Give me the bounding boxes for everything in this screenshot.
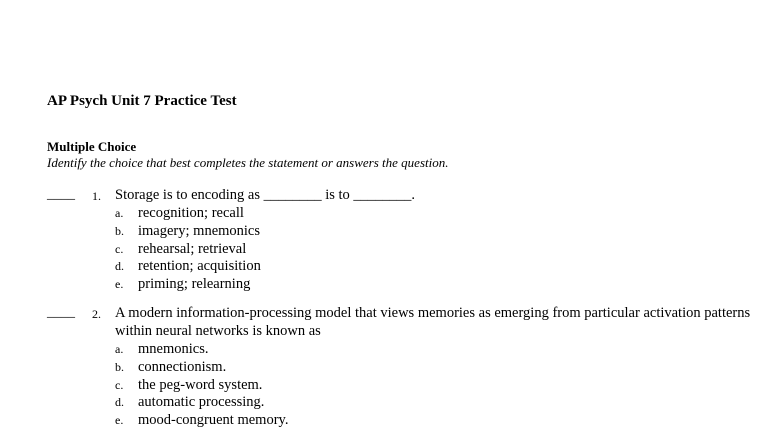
choice-text: rehearsal; retrieval	[138, 240, 247, 257]
choice-text: recognition; recall	[138, 205, 244, 221]
choice-letter: d.	[115, 259, 124, 274]
page-title: AP Psych Unit 7 Practice Test	[47, 93, 237, 109]
section-heading: Multiple Choice	[47, 139, 137, 154]
choice-text: retention; acquisition	[138, 258, 261, 275]
choice-text: mood-congruent memory.	[138, 412, 289, 429]
choice-letter: a.	[115, 342, 124, 356]
question-number: 1.	[92, 189, 101, 203]
answer-blank: ____	[47, 187, 75, 202]
choice-text: connectionism.	[138, 358, 227, 375]
choice-text: imagery; mnemonics	[138, 222, 261, 239]
question-text: Storage is to encoding as ________ is to ________.	[115, 187, 416, 203]
choice-letter: d.	[115, 395, 124, 410]
choice-letter: a.	[115, 206, 124, 220]
question-number: 2.	[92, 307, 101, 321]
choice-text: the peg-word system.	[138, 376, 263, 393]
choice-text: priming; relearning	[138, 276, 251, 293]
question-text: A modern information-processing model that views memories as emerging from particular activation patterns within neural networks is known as	[115, 305, 751, 339]
choice-letter: c.	[115, 377, 124, 392]
choice-letter: e.	[115, 413, 124, 428]
section-instructions: Identify the choice that best completes the statement or answers the question.	[47, 155, 449, 170]
choice-text: automatic processing.	[138, 394, 265, 411]
choice-text: mnemonics.	[138, 341, 209, 357]
choice-letter: b.	[115, 223, 124, 238]
answer-blank: ____	[47, 305, 75, 320]
choice-letter: c.	[115, 241, 124, 256]
choice-letter: b.	[115, 359, 124, 374]
choice-letter: e.	[115, 277, 124, 292]
